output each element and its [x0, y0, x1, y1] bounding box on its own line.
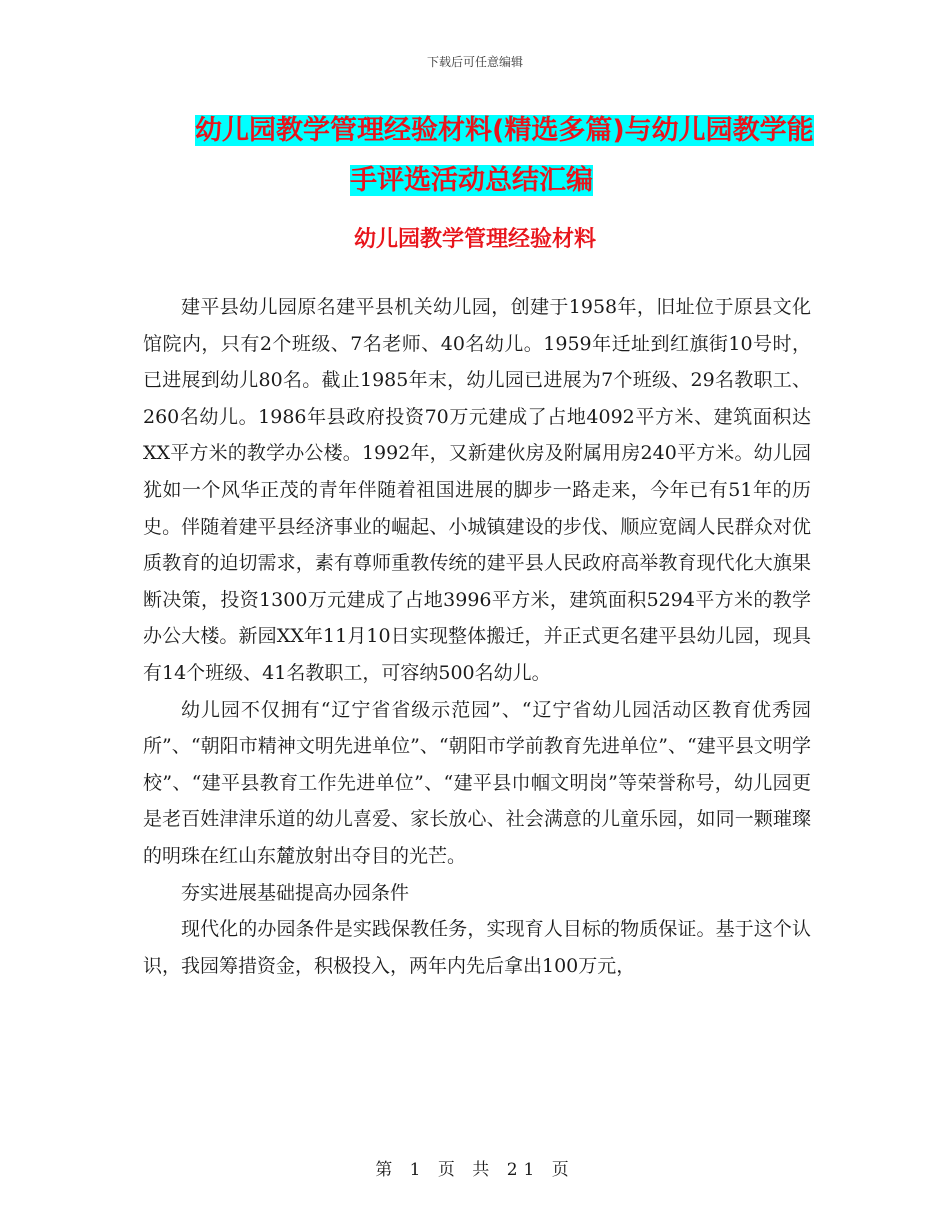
paragraph: 建平县幼儿园原名建平县机关幼儿园，创建于1958年，旧址位于原县文化馆院内，只有2个班级、7名老师、40名幼儿。1959年迁址到红旗街10号时，已进展到幼儿80名。截止1985年末，幼儿园已进展为7个班级、29名教职工、260名幼儿。1986年县政府投资70万元建成了占地4092平方米、建筑面积达XX平方米的教学办公楼。1992年，又新建伙房及附属用房240平方米。幼儿园犹如一个风华正茂的青年伴随着祖国进展的脚步一路走来，今年已有51年的历史。伴随着建平县经济事业的崛起、小城镇建设的步伐、顺应宽阔人民群众对优质教育的迫切需求，素有尊师重教传统的建平县人民政府高举教育现代化大旗果断决策，投资1300万元建成了占地3996平方米，建筑面积5294平方米的教学办公大楼。新园XX年11月10日实现整体搬迁，并正式更名建平县幼儿园，现具有14个班级、41名教职工，可容纳500名幼儿。	[143, 296, 811, 684]
page-number: 第 1 页 共 21 页	[375, 1160, 575, 1180]
title-line-2: 手评选活动总结汇编	[350, 165, 593, 196]
paragraph: 夯实进展基础提高办园条件	[181, 881, 410, 904]
section-heading: 幼儿园教学管理经验材料	[353, 227, 596, 252]
title-line-1: 幼儿园教学管理经验材料(精选多篇)与幼儿园教学能	[195, 115, 814, 146]
paragraph: 幼儿园不仅拥有“辽宁省省级示范园”、“辽宁省幼儿园活动区教育优秀园所”、“朝阳市精神文明先进单位”、“朝阳市学前教育先进单位”、“建平县文明学校”、“建平县教育工作先进单位”、“建平县巾帼文明岗”等荣誉称号，幼儿园更是老百姓津津乐道的幼儿喜爱、家长放心、社会满意的儿童乐园，如同一颗璀璨的明珠在红山东麓放射出夺目的光芒。	[143, 698, 811, 867]
paragraph: 现代化的办园条件是实践保教任务，实现育人目标的物质保证。基于这个认识，我园筹措资金，积极投入，两年内先后拿出100万元，	[143, 918, 811, 977]
document-title	[150, 106, 850, 206]
body-text	[143, 289, 811, 984]
page-header: 下载后可任意编辑	[426, 55, 523, 69]
